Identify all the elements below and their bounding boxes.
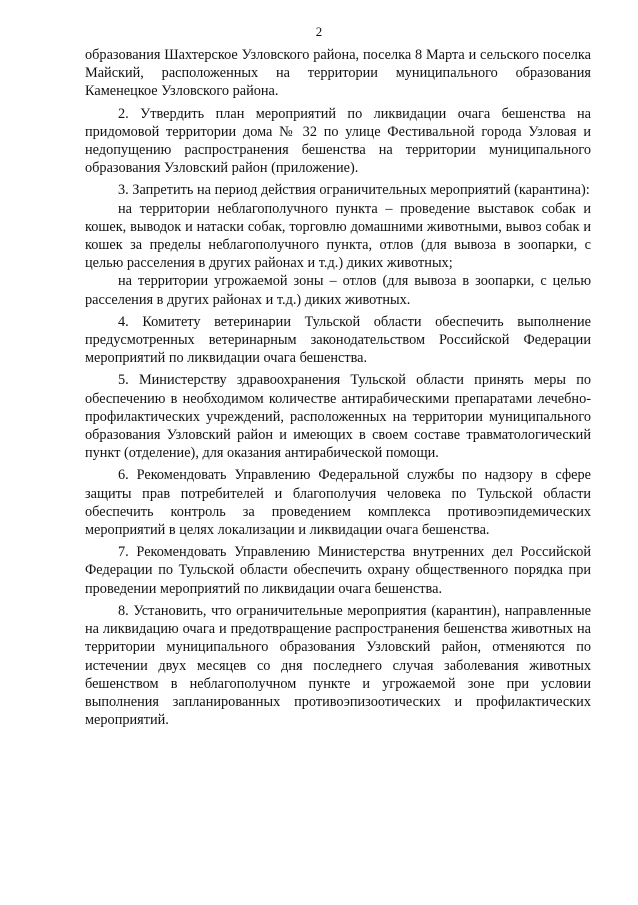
paragraph-item-5: 5. Министерству здравоохранения Тульской области принять меры по обеспечению в необходимом количестве антирабическими препаратами лечебно-профилактических учреждений, расположенных на территории муниципального образования Узловский район и имеющих в своем составе травматологический пункт (отделение), для оказания антирабической помощи. xyxy=(85,372,591,462)
paragraph-continuation: образования Шахтерское Узловского района, поселка 8 Марта и сельского поселка Майский, расположенных на территории муниципального образования Каменецкое Узловского района. xyxy=(85,47,591,100)
paragraph-item-8: 8. Установить, что ограничительные мероприятия (карантин), направленные на ликвидацию очага и предотвращение распространения бешенства животных на территории муниципального образования Узловский район, отменяются по истечении двух месяцев со дня последнего случая заболевания животных бешенством в неблагополучном пункте и угрожаемой зоне при условии выполнения запланированных противоэпизоотических и профилактических мероприятий. xyxy=(85,602,591,729)
document-body xyxy=(85,46,591,729)
page-number: 2 xyxy=(315,24,323,39)
paragraph-item-7: 7. Рекомендовать Управлению Министерства внутренних дел Российской Федерации по Тульской области обеспечить охрану общественного порядка при проведении мероприятий по ликвидации очага бешенства. xyxy=(85,544,591,597)
paragraph-item-4: 4. Комитету ветеринарии Тульской области обеспечить выполнение предусмотренных ветеринарным законодательством Российской Федерации мероприятий по ликвидации очага бешенства. xyxy=(85,313,591,367)
paragraph-item-3-subitem-b: на территории угрожаемой зоны – отлов (для вывоза в зоопарки, с целью расселения в других районах и т.д.) диких животных. xyxy=(85,273,591,308)
paragraph-item-2: 2. Утвердить план мероприятий по ликвидации очага бешенства на придомовой территории дома № 32 по улице Фестивальной города Узловая и недопущению распространения бешенства на территории муниципального образования Узловский район (приложение). xyxy=(85,105,591,177)
paragraph-item-3: 3. Запретить на период действия ограничительных мероприятий (карантина): xyxy=(118,182,590,199)
paragraph-item-6: 6. Рекомендовать Управлению Федеральной службы по надзору в сфере защиты прав потребителей и благополучия человека по Тульской области обеспечить контроль за проведением комплекса противоэпидемических мероприятий в целях локализации и ликвидации очага бешенства. xyxy=(85,467,591,539)
paragraph-item-3-subitem-a: на территории неблагополучного пункта – проведение выставок собак и кошек, выводок и натаски собак, торговлю домашними животными, вывоз собак и кошек за пределы неблагополучного пункта, отлов (для вывоза в зоопарки, с целью расселения в других районах и т.д.) диких животных; xyxy=(85,200,591,272)
